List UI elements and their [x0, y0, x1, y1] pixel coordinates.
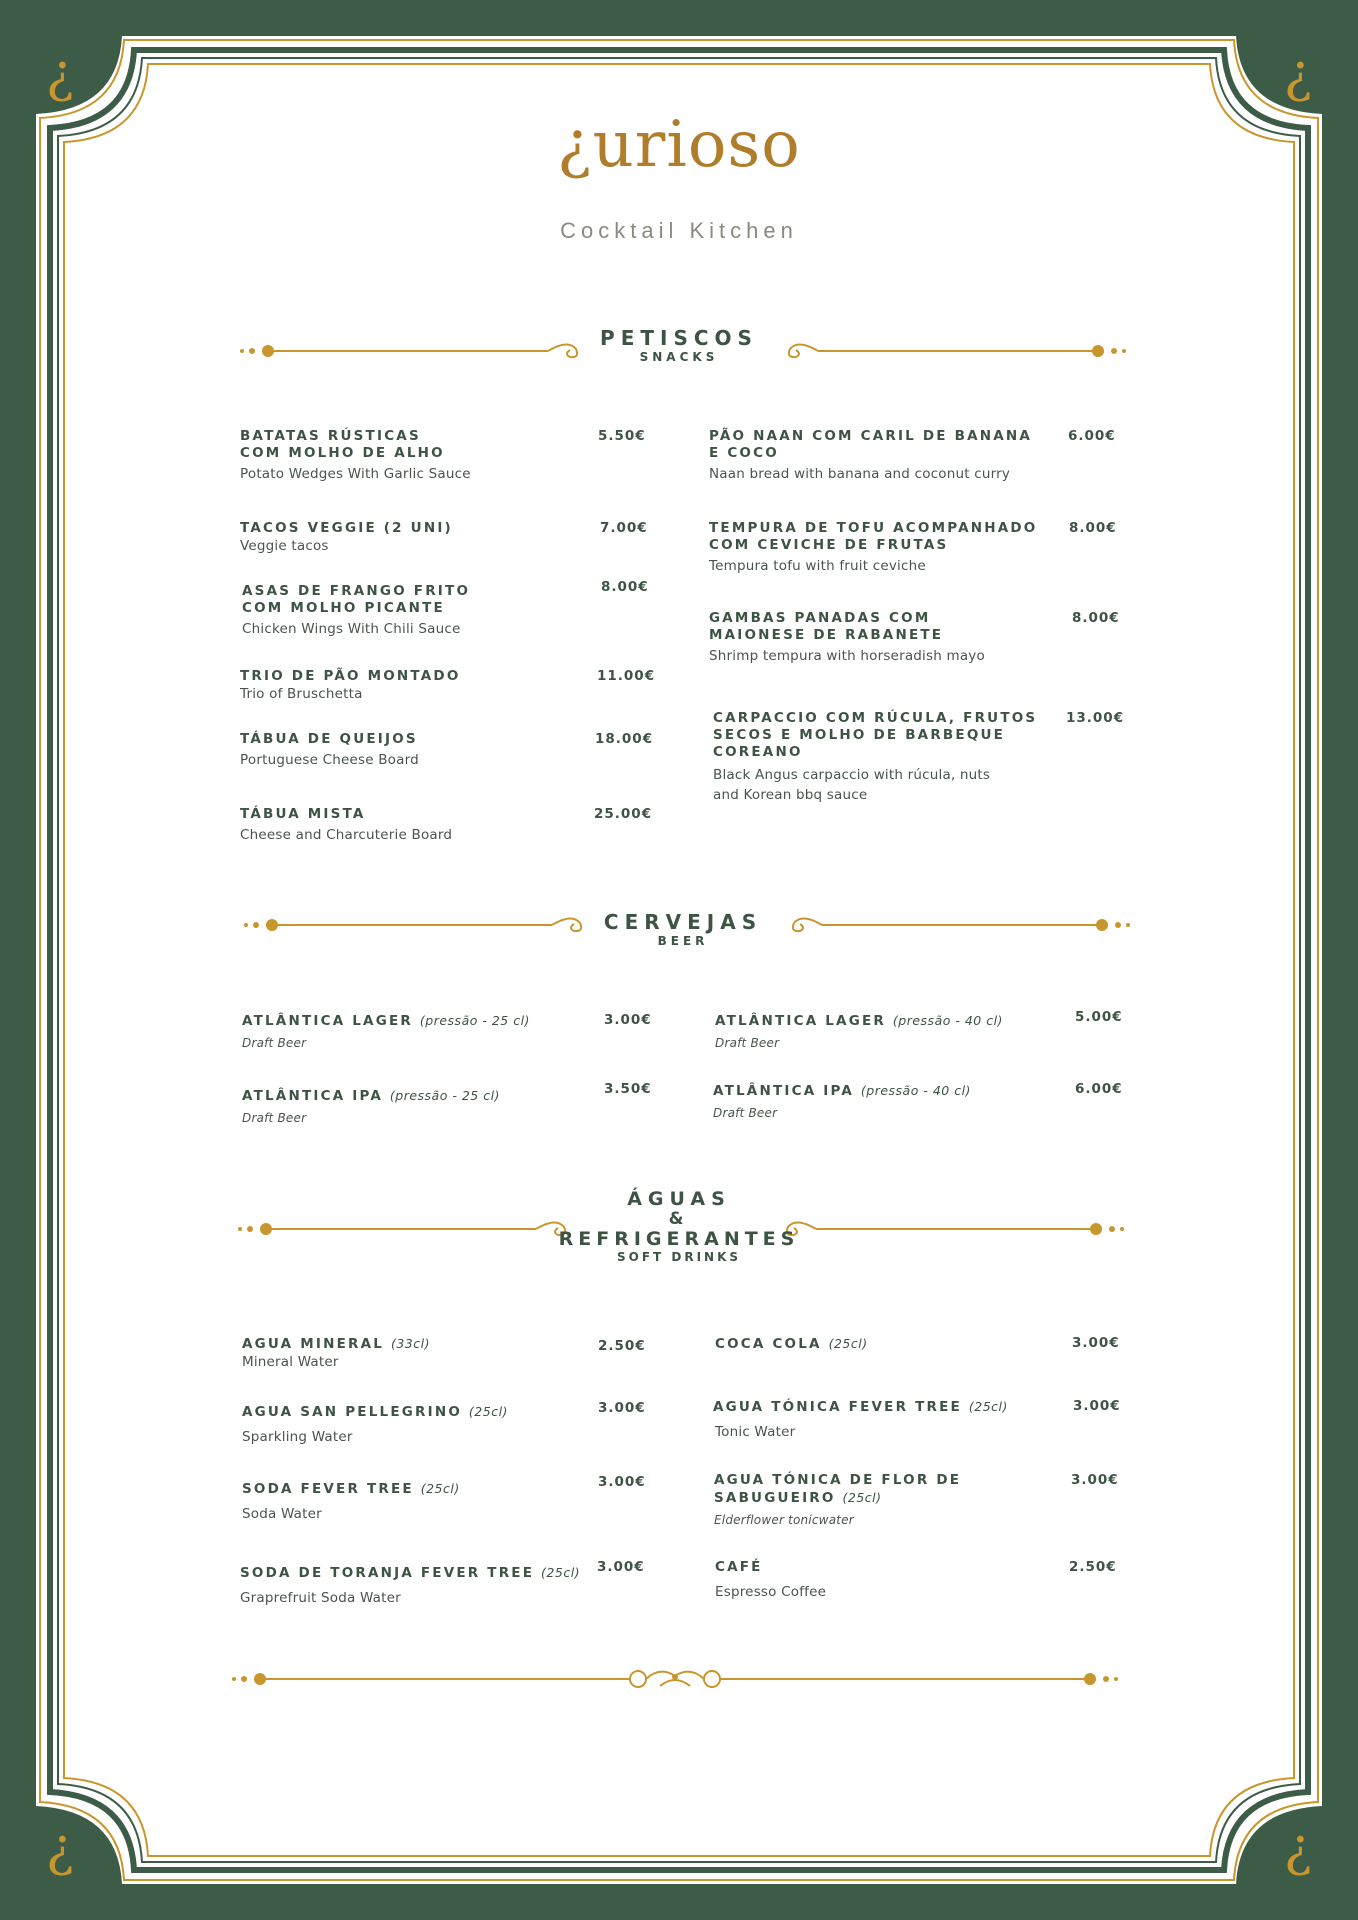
item-price: 3.00€ [604, 1012, 652, 1028]
menu-item [709, 520, 1069, 576]
item-name [242, 1480, 582, 1498]
section-title-drinks [539, 1188, 819, 1264]
item-volume: (pressão - 40 cl) [860, 1083, 971, 1098]
brand-subtitle: Cocktail Kitchen [560, 218, 798, 243]
section-title-drinks-line2: REFRIGERANTES [558, 1228, 800, 1250]
item-name: ASAS DE FRANGO FRITO COM MOLHO PICANTE [242, 583, 471, 616]
menu-item [709, 428, 1069, 484]
item-price: 2.50€ [598, 1338, 646, 1354]
menu-item [713, 1398, 1053, 1442]
item-name-text: SODA DE TORANJA FEVER TREE [240, 1565, 535, 1581]
item-price: 6.00€ [1075, 1081, 1123, 1097]
item-desc: Tonic Water [715, 1424, 796, 1440]
section-title-beer-main: CERVEJAS [603, 910, 763, 934]
menu-item [715, 1335, 1055, 1353]
item-volume: (pressão - 25 cl) [419, 1013, 530, 1028]
brand-logo: ¿urioso [557, 108, 801, 182]
menu-item [714, 1472, 1054, 1530]
menu-item [242, 1335, 582, 1372]
item-price: 3.00€ [598, 1474, 646, 1490]
item-name-text: COCA COLA [715, 1336, 822, 1352]
item-name-text: AGUA MINERAL [242, 1336, 385, 1352]
item-price: 3.00€ [1072, 1335, 1120, 1351]
item-desc: Sparkling Water [242, 1429, 353, 1445]
item-price: 6.00€ [1068, 428, 1116, 444]
menu-item [240, 806, 570, 845]
item-price: 11.00€ [597, 668, 656, 684]
menu-item [240, 731, 570, 770]
item-name-text: SODA FEVER TREE [242, 1481, 414, 1497]
section-title-drinks-line1: ÁGUAS [627, 1188, 731, 1210]
item-desc: Naan bread with banana and coconut curry [709, 466, 1011, 482]
item-name [715, 1559, 1055, 1576]
item-volume: (pressão - 40 cl) [892, 1013, 1003, 1028]
section-title-beer [583, 910, 783, 948]
menu-item [715, 1012, 1055, 1053]
section-title-snacks-sub: SNACKS [639, 350, 719, 364]
menu-item [242, 1480, 582, 1524]
item-volume: (33cl) [390, 1336, 430, 1351]
item-price: 5.50€ [598, 428, 646, 444]
item-price: 7.00€ [600, 520, 648, 536]
item-price: 5.00€ [1075, 1009, 1123, 1025]
item-desc: Shrimp tempura with horseradish mayo [709, 648, 985, 664]
item-price: 18.00€ [595, 731, 654, 747]
item-price: 8.00€ [1069, 520, 1117, 536]
menu-item [240, 428, 570, 484]
menu-item [242, 1012, 582, 1053]
item-name [713, 1082, 1053, 1100]
item-desc: Draft Beer [242, 1111, 307, 1125]
section-title-drinks-sub: SOFT DRINKS [616, 1250, 742, 1264]
divider-bottom [230, 1664, 1120, 1694]
item-name: GAMBAS PANADAS COM MAIONESE DE RABANETE [709, 610, 944, 643]
item-price: 8.00€ [1072, 610, 1120, 626]
corner-mark-top-left: ¿ [46, 44, 74, 104]
item-price: 3.00€ [1073, 1398, 1121, 1414]
item-desc: Potato Wedges With Garlic Sauce [240, 466, 471, 482]
item-desc: Veggie tacos [240, 538, 329, 554]
item-desc: Elderflower tonicwater [714, 1513, 854, 1527]
item-name: CARPACCIO COM RÚCULA, FRUTOS SECOS E MOLHO DE BARBEQUE COREANO [713, 710, 1038, 760]
item-desc: Cheese and Charcuterie Board [240, 827, 453, 843]
item-name-text: AGUA TÓNICA DE FLOR DE SABUGUEIRO [714, 1472, 962, 1506]
item-desc: Trio of Bruschetta [240, 686, 363, 702]
section-title-drinks-amp: & [668, 1209, 690, 1229]
item-name [240, 1564, 590, 1582]
menu-item [709, 610, 1069, 666]
item-name: PÃO NAAN COM CARIL DE BANANA E COCO [709, 428, 1033, 461]
item-name: TACOS VEGGIE (2 UNI) [240, 520, 453, 536]
item-price: 25.00€ [594, 806, 653, 822]
item-desc: Draft Beer [713, 1106, 778, 1120]
item-price: 2.50€ [1069, 1559, 1117, 1575]
item-volume: (25cl) [828, 1336, 868, 1351]
item-price: 3.00€ [598, 1400, 646, 1416]
section-title-snacks [579, 326, 779, 364]
corner-mark-top-right: ¿ [1284, 44, 1312, 104]
item-price: 3.50€ [604, 1081, 652, 1097]
item-desc: Black Angus carpaccio with rúcula, nuts and Korean bbq sauce [713, 767, 991, 803]
item-name-text: ATLÂNTICA IPA [713, 1083, 854, 1099]
menu-item [240, 1564, 590, 1608]
item-name [715, 1335, 1055, 1353]
item-name-text: ATLÂNTICA IPA [242, 1088, 383, 1104]
item-name-text: AGUA TÓNICA FEVER TREE [713, 1399, 962, 1415]
item-price: 3.00€ [597, 1559, 645, 1575]
white-panel [36, 36, 1322, 1884]
item-volume: (25cl) [420, 1481, 460, 1496]
item-price: 13.00€ [1066, 710, 1125, 726]
menu-item [240, 668, 570, 704]
menu-item [242, 583, 572, 639]
item-name [242, 1403, 582, 1421]
item-name [242, 1087, 582, 1105]
item-volume: (25cl) [541, 1565, 581, 1580]
item-name [715, 1012, 1055, 1030]
item-name: TÁBUA DE QUEIJOS [240, 731, 418, 747]
section-title-beer-sub: BEER [657, 934, 709, 948]
item-name: TRIO DE PÃO MONTADO [240, 668, 461, 684]
menu-item [242, 1403, 582, 1447]
item-name-text: AGUA SAN PELLEGRINO [242, 1404, 463, 1420]
menu-item [242, 1087, 582, 1128]
item-name [242, 1012, 582, 1030]
menu-item [713, 710, 1073, 805]
section-title-snacks-main: PETISCOS [600, 326, 758, 350]
corner-mark-bottom-right: ¿ [1284, 1818, 1312, 1878]
menu-item [240, 520, 570, 556]
item-desc: Mineral Water [242, 1354, 339, 1370]
item-desc: Espresso Coffee [715, 1584, 827, 1600]
item-desc: Portuguese Cheese Board [240, 752, 419, 768]
item-desc: Soda Water [242, 1506, 322, 1522]
item-price: 3.00€ [1071, 1472, 1119, 1488]
item-desc: Chicken Wings With Chili Sauce [242, 621, 461, 637]
item-name: BATATAS RÚSTICAS COM MOLHO DE ALHO [240, 428, 445, 461]
item-desc: Tempura tofu with fruit ceviche [709, 558, 926, 574]
item-name-text: ATLÂNTICA LAGER [715, 1013, 886, 1029]
item-name: TÁBUA MISTA [240, 806, 366, 822]
item-volume: (25cl) [968, 1399, 1008, 1414]
item-desc: Graprefruit Soda Water [240, 1590, 401, 1606]
corner-mark-bottom-left: ¿ [46, 1818, 74, 1878]
item-volume: (pressão - 25 cl) [389, 1088, 500, 1103]
item-desc: Draft Beer [242, 1036, 307, 1050]
item-name [242, 1335, 582, 1353]
item-name: TEMPURA DE TOFU ACOMPANHADO COM CEVICHE DE FRUTAS [709, 520, 1038, 553]
item-volume: (25cl) [842, 1490, 882, 1505]
menu-item [715, 1559, 1055, 1602]
item-desc: Draft Beer [715, 1036, 780, 1050]
item-volume: (25cl) [468, 1404, 508, 1419]
item-price: 8.00€ [601, 579, 649, 595]
menu-item [713, 1082, 1053, 1123]
item-name-text: ATLÂNTICA LAGER [242, 1013, 413, 1029]
item-name [713, 1398, 1053, 1416]
item-name-text: CAFÉ [715, 1559, 763, 1575]
item-name [714, 1472, 1054, 1507]
